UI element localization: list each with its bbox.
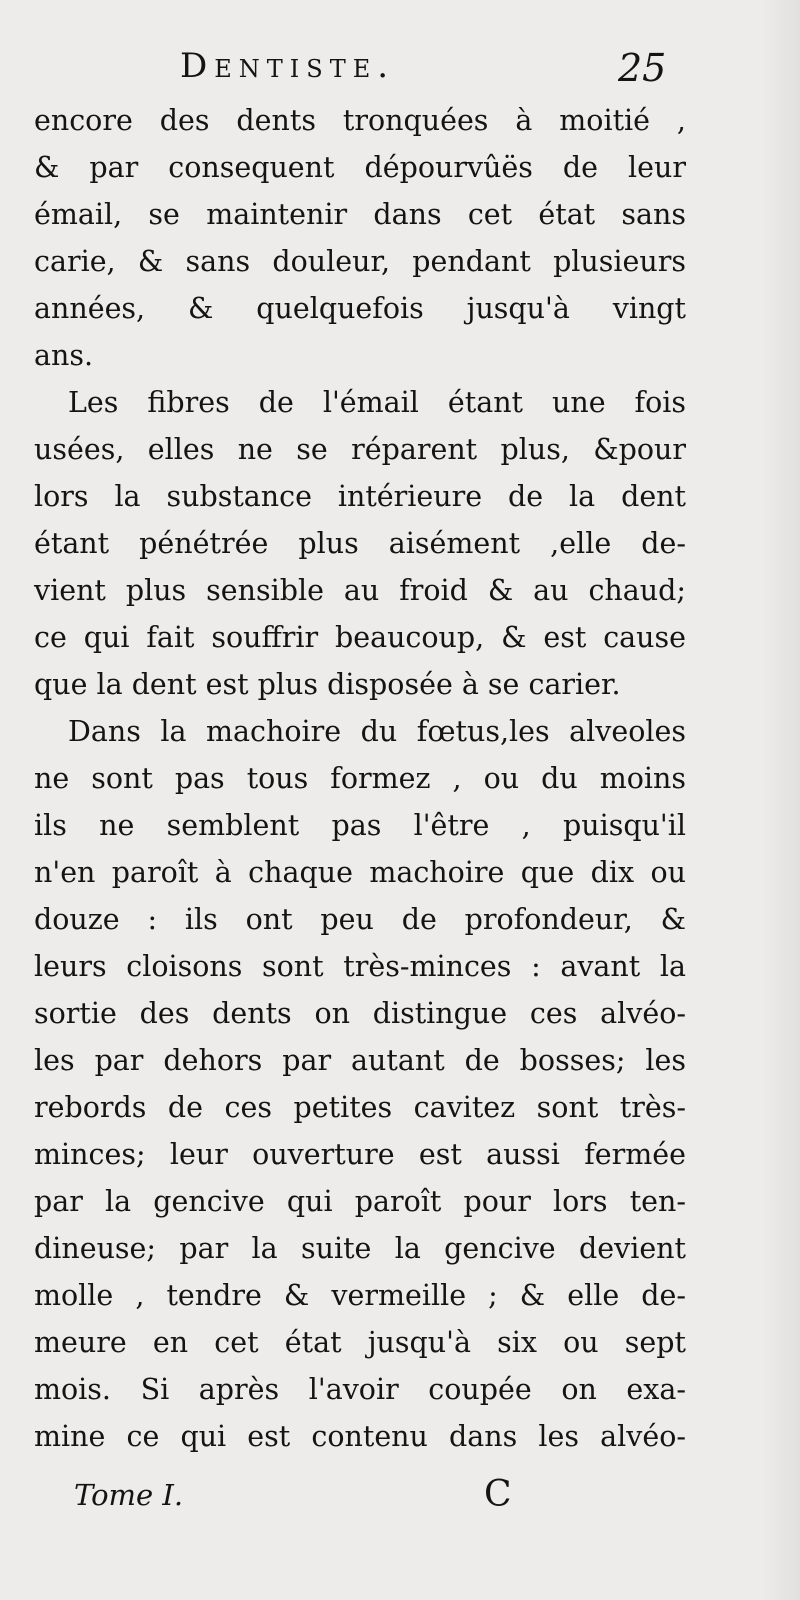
text-line: par la gencive qui paroît pour lors ten- — [34, 1185, 686, 1218]
text-line: minces; leur ouverture est aussi fermée — [34, 1138, 686, 1171]
text-line: années, & quelquefois jusqu'à vingt — [34, 292, 686, 325]
text-line: ans. — [34, 339, 94, 372]
text-line: vient plus sensible au froid & au chaud; — [34, 574, 686, 607]
running-head: Dentiste. — [180, 46, 396, 86]
volume-label: Tome I. — [74, 1478, 184, 1512]
body-text — [34, 97, 686, 1460]
text-line: dineuse; par la suite la gencive devient — [34, 1232, 686, 1265]
text-line: leurs cloisons sont très-minces : avant la — [34, 950, 686, 983]
text-line: sortie des dents on distingue ces alvéo- — [34, 997, 686, 1030]
signature-mark: C — [484, 1474, 512, 1515]
text-line: & par consequent dépourvûës de leur — [34, 151, 686, 184]
text-line: usées, elles ne se réparent plus, &pour — [34, 433, 686, 466]
text-line: meure en cet état jusqu'à six ou sept — [34, 1326, 686, 1359]
text-line: Dans la machoire du fœtus,les alveoles — [68, 715, 686, 748]
page-footer — [0, 1474, 800, 1538]
text-line: mois. Si après l'avoir coupée on exa- — [34, 1373, 686, 1406]
text-line: douze : ils ont peu de profondeur, & — [34, 903, 686, 936]
text-line: ce qui fait souffrir beaucoup, & est cause — [34, 621, 686, 654]
text-line: que la dent est plus disposée à se carier. — [34, 668, 621, 701]
text-line: les par dehors par autant de bosses; les — [34, 1044, 686, 1077]
text-line: lors la substance intérieure de la dent — [34, 480, 686, 513]
text-line: émail, se maintenir dans cet état sans — [34, 198, 686, 231]
text-line: mine ce qui est contenu dans les alvéo- — [34, 1420, 686, 1453]
text-line: molle , tendre & vermeille ; & elle de- — [34, 1279, 686, 1312]
text-line: ils ne semblent pas l'être , puisqu'il — [34, 809, 686, 842]
text-line: encore des dents tronquées à moitié , — [34, 104, 686, 137]
text-line: n'en paroît à chaque machoire que dix ou — [34, 856, 686, 889]
text-line: carie, & sans douleur, pendant plusieurs — [34, 245, 686, 278]
text-line: ne sont pas tous formez , ou du moins — [34, 762, 686, 795]
text-line: rebords de ces petites cavitez sont très- — [34, 1091, 686, 1124]
text-line: Les fibres de l'émail étant une fois — [68, 386, 686, 419]
page-number: 25 — [618, 46, 667, 90]
text-line: étant pénétrée plus aisément ,elle de- — [34, 527, 686, 560]
